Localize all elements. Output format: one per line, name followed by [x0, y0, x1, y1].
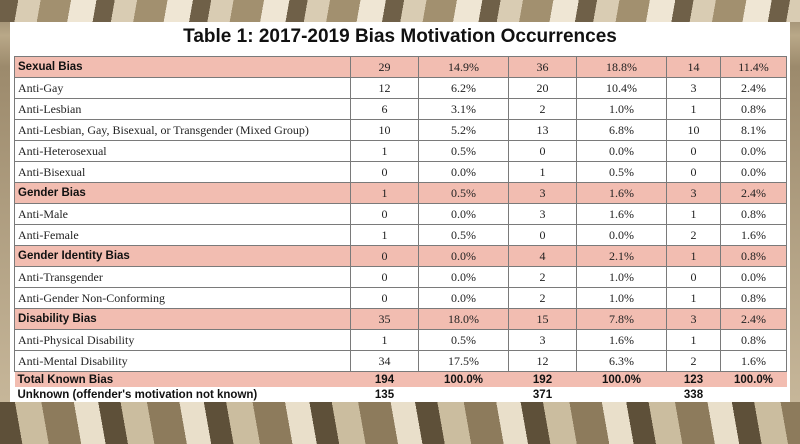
cell-count-2017: 0 — [351, 288, 419, 309]
table-panel — [10, 22, 790, 402]
cell-count-2017: 1 — [351, 183, 419, 204]
cell-pct-2017: 0.0% — [419, 288, 509, 309]
table-row — [15, 267, 787, 288]
cell-count-2017: 0 — [351, 204, 419, 225]
table-row-gender-bias — [15, 183, 787, 204]
background-texture-top — [0, 0, 800, 22]
cell-pct-2018 — [577, 387, 667, 402]
cell-count-2017: 1 — [351, 330, 419, 351]
cell-pct-2018: 7.8% — [577, 309, 667, 330]
cell-count-2017: 34 — [351, 351, 419, 372]
cell-count-2017: 35 — [351, 309, 419, 330]
cell-count-2019: 1 — [667, 246, 721, 267]
cell-count-2018: 2 — [509, 99, 577, 120]
cell-count-2017: 6 — [351, 99, 419, 120]
cell-pct-2019: 8.1% — [721, 120, 787, 141]
cell-count-2019: 10 — [667, 120, 721, 141]
cell-count-2019: 1 — [667, 99, 721, 120]
row-label: Anti-Heterosexual — [15, 141, 351, 162]
cell-pct-2018: 1.0% — [577, 99, 667, 120]
row-label: Gender Identity Bias — [15, 246, 351, 267]
cell-count-2018: 0 — [509, 141, 577, 162]
total-known-row — [15, 372, 787, 388]
cell-count-2017: 10 — [351, 120, 419, 141]
cell-pct-2017: 0.5% — [419, 225, 509, 246]
cell-count-2018: 3 — [509, 204, 577, 225]
cell-pct-2018: 0.0% — [577, 141, 667, 162]
cell-pct-2019: 0.8% — [721, 288, 787, 309]
cell-pct-2017: 0.5% — [419, 141, 509, 162]
cell-pct-2017: 0.0% — [419, 246, 509, 267]
cell-pct-2017: 5.2% — [419, 120, 509, 141]
table-row — [15, 141, 787, 162]
cell-count-2019: 0 — [667, 162, 721, 183]
cell-count-2019: 3 — [667, 183, 721, 204]
cell-pct-2018: 1.6% — [577, 183, 667, 204]
cell-count-2018: 371 — [509, 387, 577, 402]
cell-count-2018: 1 — [509, 162, 577, 183]
row-label: Anti-Gay — [15, 78, 351, 99]
cell-count-2019: 338 — [667, 387, 721, 402]
cell-count-2019: 123 — [667, 372, 721, 388]
cell-pct-2018: 18.8% — [577, 57, 667, 78]
cell-pct-2019: 2.4% — [721, 78, 787, 99]
cell-count-2018: 3 — [509, 330, 577, 351]
row-label: Gender Bias — [15, 183, 351, 204]
cell-count-2017: 29 — [351, 57, 419, 78]
cell-pct-2019: 11.4% — [721, 57, 787, 78]
cell-count-2019: 0 — [667, 267, 721, 288]
cell-count-2017: 135 — [351, 387, 419, 402]
cell-pct-2018: 10.4% — [577, 78, 667, 99]
cell-pct-2017: 0.0% — [419, 204, 509, 225]
table-row-gender-identity-bias — [15, 246, 787, 267]
cell-count-2018: 2 — [509, 288, 577, 309]
row-label: Unknown (offender's motivation not known) — [15, 387, 351, 402]
row-label: Anti-Female — [15, 225, 351, 246]
cell-pct-2017: 18.0% — [419, 309, 509, 330]
cell-pct-2019: 1.6% — [721, 351, 787, 372]
cell-count-2018: 20 — [509, 78, 577, 99]
row-label: Sexual Bias — [15, 57, 351, 78]
row-label: Anti-Male — [15, 204, 351, 225]
cell-count-2018: 4 — [509, 246, 577, 267]
row-label: Anti-Transgender — [15, 267, 351, 288]
cell-count-2017: 0 — [351, 267, 419, 288]
cell-pct-2019 — [721, 387, 787, 402]
cell-pct-2019: 0.8% — [721, 204, 787, 225]
cell-pct-2019: 0.0% — [721, 141, 787, 162]
cell-pct-2017: 0.0% — [419, 267, 509, 288]
cell-count-2018: 12 — [509, 351, 577, 372]
table-title: Table 1: 2017-2019 Bias Motivation Occurrences — [183, 26, 617, 47]
row-label: Anti-Lesbian, Gay, Bisexual, or Transgender (Mixed Group) — [15, 120, 351, 141]
table-row — [15, 162, 787, 183]
cell-pct-2018: 6.8% — [577, 120, 667, 141]
cell-pct-2017: 100.0% — [419, 372, 509, 388]
cell-count-2019: 3 — [667, 309, 721, 330]
cell-pct-2017: 0.5% — [419, 330, 509, 351]
cell-pct-2019: 0.0% — [721, 162, 787, 183]
background-texture-bottom — [0, 402, 800, 444]
cell-pct-2018: 6.3% — [577, 351, 667, 372]
table-row — [15, 78, 787, 99]
cell-count-2017: 0 — [351, 246, 419, 267]
cell-count-2018: 3 — [509, 183, 577, 204]
cell-pct-2017: 17.5% — [419, 351, 509, 372]
cell-count-2018: 36 — [509, 57, 577, 78]
cell-count-2018: 2 — [509, 267, 577, 288]
cell-pct-2019: 1.6% — [721, 225, 787, 246]
cell-count-2019: 2 — [667, 225, 721, 246]
cell-pct-2017 — [419, 387, 509, 402]
cell-count-2017: 194 — [351, 372, 419, 388]
cell-pct-2018: 2.1% — [577, 246, 667, 267]
cell-count-2018: 15 — [509, 309, 577, 330]
cell-pct-2019: 2.4% — [721, 309, 787, 330]
cell-pct-2019: 0.8% — [721, 330, 787, 351]
table-row-disability-bias — [15, 309, 787, 330]
cell-count-2019: 3 — [667, 78, 721, 99]
cell-pct-2019: 2.4% — [721, 183, 787, 204]
row-label: Anti-Mental Disability — [15, 351, 351, 372]
cell-pct-2018: 0.5% — [577, 162, 667, 183]
table-row — [15, 120, 787, 141]
cell-count-2019: 2 — [667, 351, 721, 372]
cell-pct-2019: 100.0% — [721, 372, 787, 388]
cell-count-2018: 13 — [509, 120, 577, 141]
table-row-sexual-bias — [15, 57, 787, 78]
cell-count-2019: 1 — [667, 204, 721, 225]
cell-pct-2017: 3.1% — [419, 99, 509, 120]
cell-pct-2017: 0.0% — [419, 162, 509, 183]
cell-pct-2019: 0.0% — [721, 267, 787, 288]
table-row — [15, 204, 787, 225]
cell-pct-2019: 0.8% — [721, 99, 787, 120]
row-label: Total Known Bias — [15, 372, 351, 388]
cell-count-2019: 1 — [667, 288, 721, 309]
row-label: Disability Bias — [15, 309, 351, 330]
cell-pct-2018: 1.6% — [577, 330, 667, 351]
table-row — [15, 225, 787, 246]
row-label: Anti-Bisexual — [15, 162, 351, 183]
cell-pct-2018: 1.6% — [577, 204, 667, 225]
cell-pct-2018: 1.0% — [577, 288, 667, 309]
cell-count-2018: 192 — [509, 372, 577, 388]
cell-count-2019: 0 — [667, 141, 721, 162]
cell-count-2017: 1 — [351, 225, 419, 246]
cell-pct-2018: 100.0% — [577, 372, 667, 388]
cell-pct-2017: 14.9% — [419, 57, 509, 78]
row-label: Anti-Gender Non-Conforming — [15, 288, 351, 309]
cell-count-2017: 12 — [351, 78, 419, 99]
bias-table — [14, 56, 787, 402]
table-row — [15, 351, 787, 372]
cell-pct-2018: 0.0% — [577, 225, 667, 246]
cell-count-2017: 1 — [351, 141, 419, 162]
cell-count-2019: 1 — [667, 330, 721, 351]
table-row — [15, 288, 787, 309]
unknown-row — [15, 387, 787, 402]
cell-pct-2017: 6.2% — [419, 78, 509, 99]
cell-count-2017: 0 — [351, 162, 419, 183]
table-row — [15, 99, 787, 120]
cell-pct-2019: 0.8% — [721, 246, 787, 267]
cell-pct-2018: 1.0% — [577, 267, 667, 288]
table-row — [15, 330, 787, 351]
row-label: Anti-Lesbian — [15, 99, 351, 120]
row-label: Anti-Physical Disability — [15, 330, 351, 351]
cell-count-2018: 0 — [509, 225, 577, 246]
cell-count-2019: 14 — [667, 57, 721, 78]
cell-pct-2017: 0.5% — [419, 183, 509, 204]
